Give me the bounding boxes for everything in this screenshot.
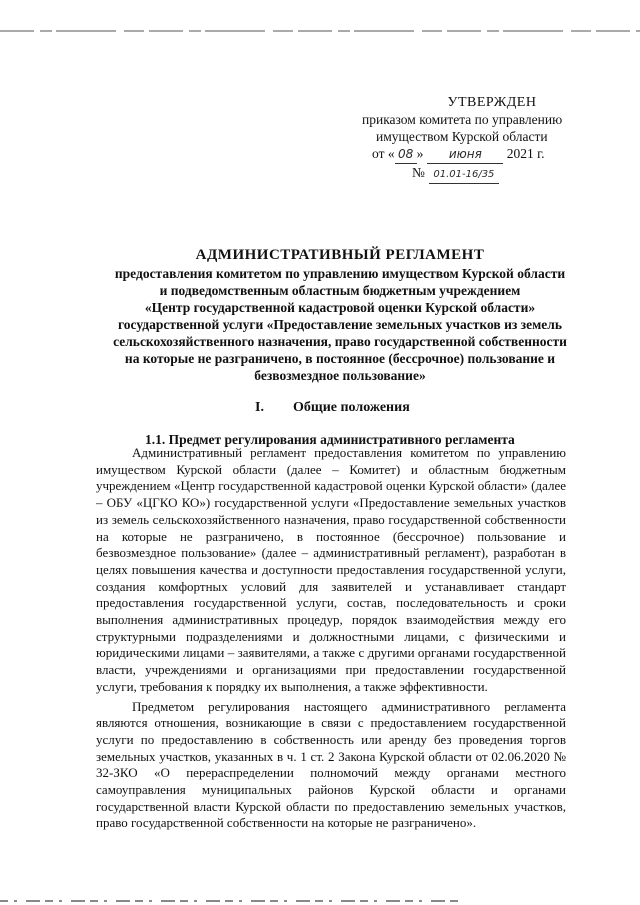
subsection-heading: 1.1. Предмет регулирования административного регламента	[145, 432, 515, 447]
section-title: Общие положения	[293, 400, 410, 415]
approval-order-line: приказом комитета по управлению	[362, 112, 563, 127]
approval-number-line	[362, 164, 572, 184]
title-line: государственной услуги «Предоставление земельных участков из земель	[117, 317, 562, 332]
scan-artifact-top-line	[0, 30, 640, 32]
body-paragraph: Административный регламент предоставления комитетом по управлению имуществом Курской области (далее – Комитет) и областным бюджетным учреждением «Центр государственной кадастровой оценки Курской области» (далее – ОБУ «ЦГКО КО») государственной услуги «Предоставление земельных участков из земель сельскохозяйственного назначения, право государственной собственности на которые не разграничено, в постоянное (бессрочное) пользование и безвозмездное пользование» (далее – административный регламент), разработан в целях повышения качества и доступности предоставления государственной услуги, создания комфортных условий для заявителей и устанавливает стандарт предоставления государственной услуги, состав, последовательность и сроки выполнения административных процедур, порядок взаимодействия между его структурными подразделениями и должностными лицами, с физическими и юридическими лицами – заявителями, а также с другими органами государственной власти, учреждениями и организациями при предоставлении государственной услуги, требования к порядку их выполнения, а также эффективности.	[96, 445, 566, 694]
approval-property-line: имуществом Курской области	[376, 129, 548, 144]
body-paragraph: Предметом регулирования настоящего административного регламента являются отношения, возникающие в связи с предоставлением государственной услуги по предоставлению в собственность или аренду без проведения торгов земельных участков, указанных в ч. 1 ст. 2 Закона Курской области от 02.06.2020 № 32-ЗКО «О перераспределении полномочий между органами местного самоуправления муниципальных районов Курской области и органами государственной власти Курской области по предоставлению земельных участков, право государственной собственности на которые не разграничено».	[96, 698, 566, 831]
date-year: 2021 г.	[506, 146, 545, 161]
title-line: безвозмездное пользование»	[254, 368, 426, 383]
title-line: сельскохозяйственного назначения, право государственной собственности	[113, 334, 567, 349]
handwritten-number: 01.01-16/35	[429, 166, 499, 184]
date-prefix: от «	[372, 146, 395, 161]
scan-artifact-bottom-edge	[0, 898, 640, 904]
section-number: I.	[255, 400, 264, 415]
number-prefix: №	[412, 165, 425, 180]
handwritten-month: июня	[427, 146, 503, 164]
approval-title: УТВЕРЖДЕН	[447, 95, 537, 110]
title-line: «Центр государственной кадастровой оценки Курской области»	[144, 300, 536, 315]
approval-date-line	[362, 145, 572, 164]
title-line: предоставления комитетом по управлению имуществом Курской области	[114, 266, 566, 281]
title-line: на которые не разграничено, в постоянное (бессрочное) пользование и	[124, 351, 556, 366]
approval-stamp-block	[362, 94, 572, 184]
section-heading	[255, 400, 410, 416]
handwritten-day: 08	[395, 146, 417, 164]
body-text	[96, 445, 566, 832]
title-line: и подведомственным областным бюджетным учреждением	[159, 283, 521, 298]
document-title: АДМИНИСТРАТИВНЫЙ РЕГЛАМЕНТ	[195, 247, 485, 263]
date-mid: »	[416, 146, 424, 161]
document-title-block	[80, 245, 600, 384]
